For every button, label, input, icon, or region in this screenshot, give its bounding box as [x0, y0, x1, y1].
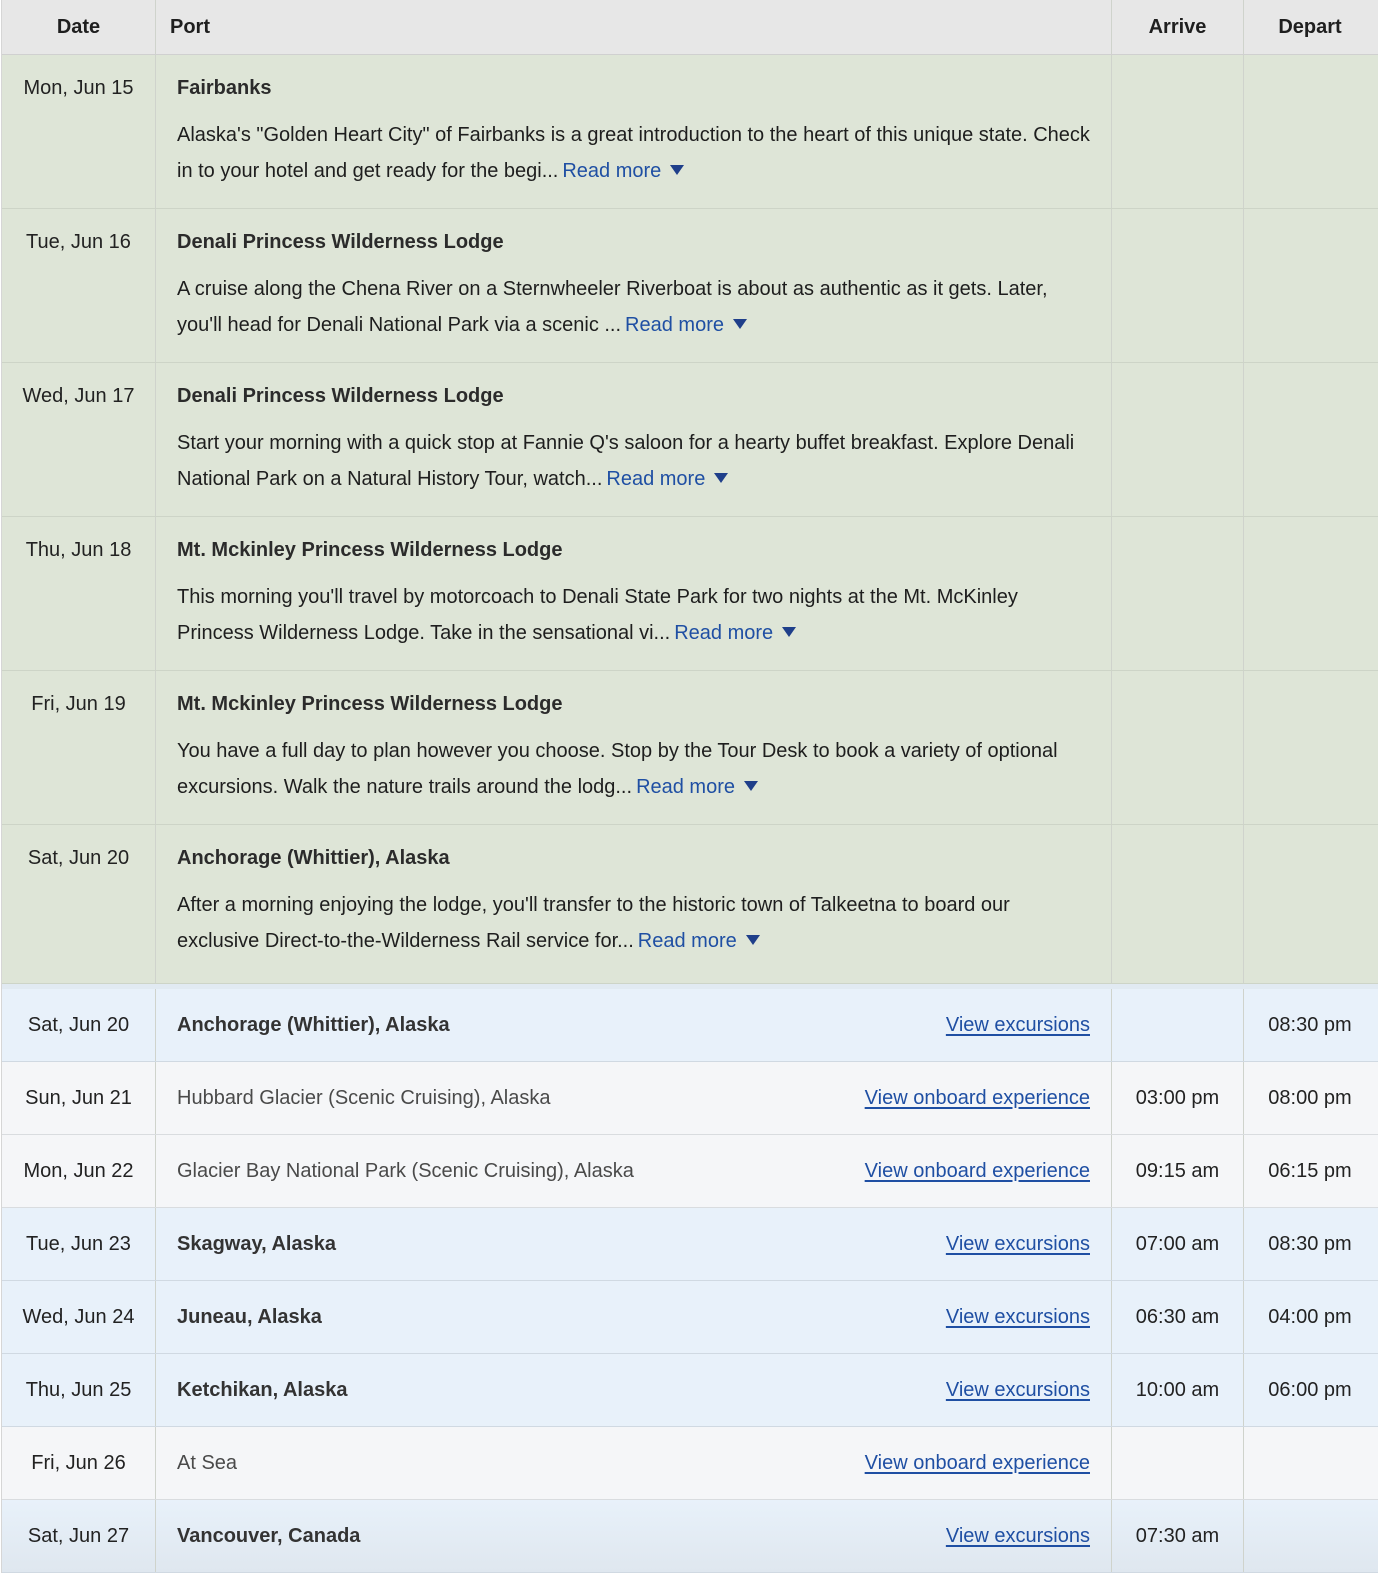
- day-depart: [1244, 1500, 1376, 1572]
- day-date: Sat, Jun 20: [2, 825, 156, 983]
- read-more-link[interactable]: [674, 622, 796, 644]
- day-description-text: This morning you'll travel by motorcoach to Denali State Park for two nights at the Mt. McKinley Princess Wilderness Lodge. Take in the sensational vi...: [177, 586, 1018, 644]
- day-depart: [1244, 1427, 1376, 1499]
- day-date: Fri, Jun 26: [2, 1427, 156, 1499]
- day-port-cell: [156, 671, 1112, 824]
- day-date: Tue, Jun 16: [2, 209, 156, 362]
- day-port-name: Ketchikan, Alaska: [177, 1378, 348, 1401]
- day-port-name: Vancouver, Canada: [177, 1524, 361, 1547]
- cruise-day-row: [2, 984, 1378, 1062]
- day-port-cell: [156, 989, 1112, 1061]
- land-day-row: [2, 825, 1378, 984]
- day-arrive: [1112, 825, 1244, 983]
- day-date: Thu, Jun 25: [2, 1354, 156, 1426]
- day-date: Wed, Jun 17: [2, 363, 156, 516]
- day-depart: 06:00 pm: [1268, 1378, 1352, 1401]
- cruise-day-row: [2, 1062, 1378, 1135]
- day-port-name: Glacier Bay National Park (Scenic Cruising), Alaska: [177, 1159, 634, 1182]
- day-date: Sat, Jun 20: [2, 989, 156, 1061]
- day-description: [177, 887, 1091, 959]
- read-more-link[interactable]: [638, 930, 760, 952]
- land-day-row: [2, 671, 1378, 825]
- cruise-day-row: [2, 1208, 1378, 1281]
- view-excursions-link[interactable]: View excursions: [945, 1013, 1090, 1036]
- caret-down-icon: [744, 781, 758, 791]
- day-depart: [1244, 825, 1376, 983]
- read-more-label: Read more: [637, 930, 737, 952]
- day-description: [177, 425, 1091, 497]
- day-depart: [1244, 55, 1376, 208]
- day-arrive: 09:15 am: [1112, 1135, 1244, 1207]
- day-depart: [1244, 671, 1376, 824]
- cruise-day-row: [2, 1500, 1378, 1573]
- day-date: Thu, Jun 18: [2, 517, 156, 670]
- read-more-link[interactable]: [606, 468, 728, 490]
- caret-down-icon: [670, 165, 684, 175]
- day-port-cell: [156, 1500, 1112, 1572]
- day-port-cell: [156, 1135, 1112, 1207]
- land-day-row: [2, 517, 1378, 671]
- day-description-text: After a morning enjoying the lodge, you'll transfer to the historic town of Talkeetna to board our exclusive Direct-to-the-Wilderness Rail service for...: [177, 894, 1010, 952]
- cruise-rows: [2, 984, 1378, 1573]
- day-date: Sat, Jun 27: [2, 1500, 156, 1572]
- day-arrive: 03:00 pm: [1112, 1062, 1244, 1134]
- day-depart: 08:30 pm: [1268, 1232, 1352, 1255]
- day-port-name: Mt. Mckinley Princess Wilderness Lodge: [177, 693, 563, 715]
- read-more-label: Read more: [606, 468, 706, 490]
- day-arrive: 07:00 am: [1112, 1208, 1244, 1280]
- table-header: [2, 0, 1378, 55]
- view-onboard-experience-link[interactable]: View onboard experience: [864, 1451, 1090, 1474]
- header-arrive: Arrive: [1112, 0, 1244, 54]
- day-port-cell: [156, 825, 1112, 983]
- day-port-name: Hubbard Glacier (Scenic Cruising), Alaska: [177, 1086, 551, 1109]
- day-depart: [1244, 517, 1376, 670]
- cruise-day-row: [2, 1354, 1378, 1427]
- header-depart: Depart: [1278, 15, 1342, 38]
- day-port-cell: [156, 1281, 1112, 1353]
- day-arrive: [1112, 989, 1244, 1061]
- view-onboard-experience-link[interactable]: View onboard experience: [864, 1159, 1090, 1182]
- view-excursions-link[interactable]: View excursions: [945, 1378, 1090, 1401]
- day-arrive: 06:30 am: [1112, 1281, 1244, 1353]
- day-port-cell: [156, 1208, 1112, 1280]
- cruise-day-row: [2, 1427, 1378, 1500]
- day-port-name: Fairbanks: [177, 77, 272, 99]
- cruise-day-row: [2, 1281, 1378, 1354]
- day-date: Sun, Jun 21: [2, 1062, 156, 1134]
- day-depart: [1244, 363, 1376, 516]
- day-description: [177, 271, 1091, 343]
- day-port-cell: [156, 1062, 1112, 1134]
- day-port-cell: [156, 209, 1112, 362]
- day-depart: 08:30 pm: [1268, 1013, 1352, 1036]
- day-arrive: [1112, 363, 1244, 516]
- day-port-name: Denali Princess Wilderness Lodge: [177, 385, 504, 407]
- land-day-row: [2, 363, 1378, 517]
- day-port-cell: [156, 55, 1112, 208]
- day-date: Wed, Jun 24: [2, 1281, 156, 1353]
- read-more-link[interactable]: [625, 314, 747, 336]
- header-date: Date: [2, 0, 156, 54]
- read-more-link[interactable]: [636, 776, 758, 798]
- itinerary-table: [1, 0, 1378, 1573]
- header-port: Port: [156, 0, 1112, 54]
- day-date: Tue, Jun 23: [2, 1208, 156, 1280]
- day-port-name: Anchorage (Whittier), Alaska: [177, 1013, 450, 1036]
- day-description-text: Start your morning with a quick stop at Fannie Q's saloon for a hearty buffet breakfast. Explore Denali National Park on a Natural History Tour, watch...: [177, 432, 1075, 490]
- read-more-link[interactable]: [562, 160, 684, 182]
- day-arrive: [1112, 671, 1244, 824]
- day-depart: [1244, 209, 1376, 362]
- day-depart: 04:00 pm: [1268, 1305, 1352, 1328]
- caret-down-icon: [714, 473, 728, 483]
- day-depart: 06:15 pm: [1268, 1159, 1352, 1182]
- view-excursions-link[interactable]: View excursions: [945, 1232, 1090, 1255]
- cruise-day-row: [2, 1135, 1378, 1208]
- day-description: [177, 733, 1091, 805]
- day-port-cell: [156, 363, 1112, 516]
- day-description-text: Alaska's "Golden Heart City" of Fairbanks is a great introduction to the heart of this unique state. Check in to your hotel and get ready for the begi...: [177, 124, 1090, 182]
- day-date: Fri, Jun 19: [2, 671, 156, 824]
- view-onboard-experience-link[interactable]: View onboard experience: [864, 1086, 1090, 1109]
- caret-down-icon: [746, 935, 760, 945]
- caret-down-icon: [733, 319, 747, 329]
- day-date: Mon, Jun 22: [2, 1135, 156, 1207]
- land-day-row: [2, 55, 1378, 209]
- read-more-label: Read more: [636, 776, 735, 798]
- day-arrive: 10:00 am: [1112, 1354, 1244, 1426]
- land-tour-rows: [2, 55, 1378, 984]
- day-date: Mon, Jun 15: [2, 55, 156, 208]
- day-description-text: A cruise along the Chena River on a Sternwheeler Riverboat is about as authentic as it gets. Later, you'll head for Denali National Park via a scenic ...: [177, 278, 1048, 336]
- day-port-name: Denali Princess Wilderness Lodge: [177, 231, 504, 253]
- day-arrive: [1112, 55, 1244, 208]
- day-depart: 08:00 pm: [1268, 1086, 1352, 1109]
- day-port-cell: [156, 1354, 1112, 1426]
- read-more-label: Read more: [674, 622, 774, 644]
- caret-down-icon: [782, 627, 796, 637]
- day-port-name: Skagway, Alaska: [177, 1232, 336, 1255]
- land-day-row: [2, 209, 1378, 363]
- day-port-cell: [156, 1427, 1112, 1499]
- day-port-cell: [156, 517, 1112, 670]
- view-excursions-link[interactable]: View excursions: [945, 1305, 1090, 1328]
- day-arrive: 07:30 am: [1112, 1500, 1244, 1572]
- day-arrive: [1112, 1427, 1244, 1499]
- read-more-label: Read more: [562, 160, 662, 182]
- day-description: [177, 579, 1091, 651]
- day-port-name: Anchorage (Whittier), Alaska: [177, 847, 450, 869]
- view-excursions-link[interactable]: View excursions: [945, 1524, 1090, 1547]
- day-description-text: You have a full day to plan however you choose. Stop by the Tour Desk to book a variety of optional excursions. Walk the nature trails around the lodg...: [177, 740, 1058, 798]
- day-arrive: [1112, 209, 1244, 362]
- day-port-name: Mt. Mckinley Princess Wilderness Lodge: [177, 539, 563, 561]
- day-arrive: [1112, 517, 1244, 670]
- day-description: [177, 117, 1091, 189]
- day-port-name: At Sea: [177, 1451, 238, 1474]
- day-port-name: Juneau, Alaska: [177, 1305, 322, 1328]
- read-more-label: Read more: [625, 314, 724, 336]
